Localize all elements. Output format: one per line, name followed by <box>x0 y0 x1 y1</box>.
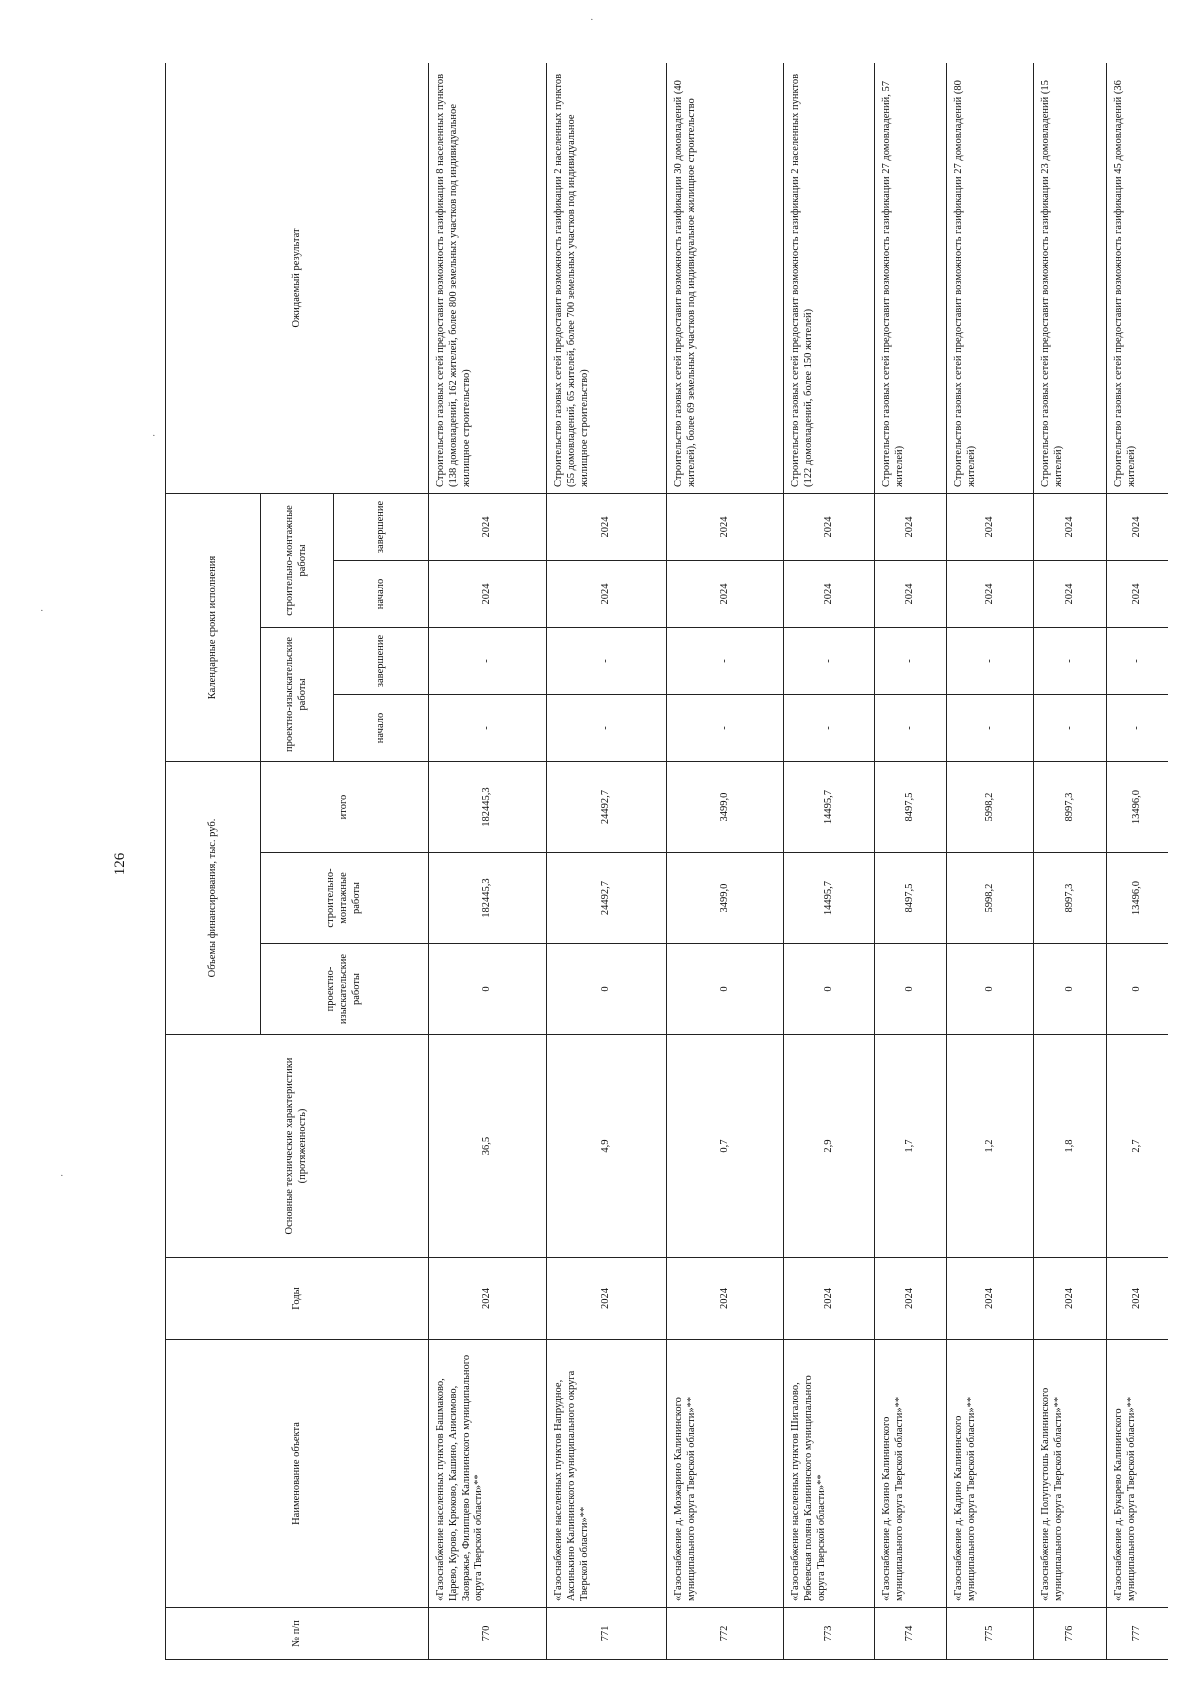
length: 2,9 <box>784 1035 875 1258</box>
length: 0,7 <box>667 1035 784 1258</box>
fin-total: 24492,7 <box>547 761 667 852</box>
length: 2,7 <box>1107 1035 1169 1258</box>
smr-end: 2024 <box>547 493 667 560</box>
length: 1,2 <box>947 1035 1034 1258</box>
smr-end: 2024 <box>784 493 875 560</box>
fin-construction: 13496,0 <box>1107 853 1169 944</box>
pir-start: - <box>875 694 947 761</box>
row-number: 776 <box>1034 1608 1107 1660</box>
year: 2024 <box>1034 1258 1107 1340</box>
header-tech-characteristics: Основные технические характеристики (протяженность) <box>166 1035 429 1258</box>
header-smr-end: завершение <box>334 493 429 560</box>
year: 2024 <box>875 1258 947 1340</box>
fin-total: 5998,2 <box>947 761 1034 852</box>
header-expected-result: Ожидаемый результат <box>166 63 429 493</box>
smr-start: 2024 <box>1107 560 1169 627</box>
fin-design-survey: 0 <box>875 944 947 1035</box>
pir-end: - <box>429 627 547 694</box>
fin-design-survey: 0 <box>429 944 547 1035</box>
header-smr-start: начало <box>334 560 429 627</box>
smr-end: 2024 <box>429 493 547 560</box>
pir-end: - <box>784 627 875 694</box>
year: 2024 <box>784 1258 875 1340</box>
fin-construction: 3499,0 <box>667 853 784 944</box>
pir-start: - <box>429 694 547 761</box>
fin-total: 182445,3 <box>429 761 547 852</box>
expected-result: Строительство газовых сетей предоставит возможность газификации 8 населенных пунктов (138 домовладений, 162 жителей, более 800 земельных участков под индивидуальное жилищное строительство) <box>429 63 547 493</box>
length: 4,9 <box>547 1035 667 1258</box>
expected-result: Строительство газовых сетей предоставит возможность газификации 23 домовладений (15 жителей) <box>1034 63 1107 493</box>
pir-end: - <box>667 627 784 694</box>
row-number: 774 <box>875 1608 947 1660</box>
smr-end: 2024 <box>667 493 784 560</box>
header-years: Годы <box>166 1258 429 1340</box>
object-name: «Газоснабжение населенных пунктов Напрудное, Аксинькино Калининского муниципального округа Тверской области»** <box>547 1340 667 1608</box>
smr-end: 2024 <box>875 493 947 560</box>
pir-start: - <box>1034 694 1107 761</box>
object-name: «Газоснабжение населенных пунктов Башмаково, Царево, Курово, Крюково, Кашино, Анисимово, Заовражье, Филипцево Калининского муниципального округа Тверской области»** <box>429 1340 547 1608</box>
scan-speck: · <box>60 1170 64 1182</box>
object-name: «Газоснабжение д. Мозжарино Калининского муниципального округа Тверской области»** <box>667 1340 784 1608</box>
smr-start: 2024 <box>784 560 875 627</box>
page-number: 126 <box>112 852 128 876</box>
rotated-table-sheet <box>165 63 1168 1660</box>
table-row <box>667 63 784 1660</box>
object-name: «Газоснабжение д. Кадино Калининского муниципального округа Тверской области»** <box>947 1340 1034 1608</box>
object-name: «Газоснабжение населенных пунктов Шигалово, Рябеевская поляна Калининского муниципального округа Тверской области»** <box>784 1340 875 1608</box>
scan-speck: · <box>40 605 44 617</box>
fin-construction: 14495,7 <box>784 853 875 944</box>
scan-speck: · <box>152 430 156 442</box>
pir-start: - <box>947 694 1034 761</box>
fin-total: 13496,0 <box>1107 761 1169 852</box>
fin-construction: 8497,5 <box>875 853 947 944</box>
smr-end: 2024 <box>1034 493 1107 560</box>
fin-design-survey: 0 <box>1034 944 1107 1035</box>
fin-total: 8497,5 <box>875 761 947 852</box>
expected-result: Строительство газовых сетей предоставит возможность газификации 45 домовладений (36 жителей) <box>1107 63 1169 493</box>
scan-speck: · <box>590 14 594 26</box>
object-name: «Газоснабжение д. Букарево Калининского муниципального округа Тверской области»** <box>1107 1340 1169 1608</box>
table-row <box>1034 63 1107 1660</box>
object-name: «Газоснабжение д. Полупустошь Калининского муниципального округа Тверской области»** <box>1034 1340 1107 1608</box>
pir-start: - <box>1107 694 1169 761</box>
row-number: 771 <box>547 1608 667 1660</box>
fin-design-survey: 0 <box>547 944 667 1035</box>
expected-result: Строительство газовых сетей предоставит возможность газификации 2 населенных пунктов (55 домовладений, 65 жителей, более 700 земельных участков под индивидуальное жилищное строительство) <box>547 63 667 493</box>
pir-end: - <box>1034 627 1107 694</box>
row-number: 773 <box>784 1608 875 1660</box>
expected-result: Строительство газовых сетей предоставит возможность газификации 27 домовладений, 57 жителей) <box>875 63 947 493</box>
smr-start: 2024 <box>875 560 947 627</box>
pir-end: - <box>875 627 947 694</box>
row-number: 775 <box>947 1608 1034 1660</box>
fin-design-survey: 0 <box>667 944 784 1035</box>
header-cal-design-survey: проектно-изыскательские работы <box>261 627 334 761</box>
header-fin-construction: строительно-монтажные работы <box>261 853 429 944</box>
header-number: № п/п <box>166 1608 429 1660</box>
smr-end: 2024 <box>1107 493 1169 560</box>
year: 2024 <box>667 1258 784 1340</box>
table-row <box>784 63 875 1660</box>
year: 2024 <box>1107 1258 1169 1340</box>
smr-end: 2024 <box>947 493 1034 560</box>
fin-design-survey: 0 <box>1107 944 1169 1035</box>
row-number: 772 <box>667 1608 784 1660</box>
table-row <box>947 63 1034 1660</box>
year: 2024 <box>947 1258 1034 1340</box>
pir-end: - <box>547 627 667 694</box>
gasification-table <box>165 63 1168 1660</box>
header-object-name: Наименование объекта <box>166 1340 429 1608</box>
fin-construction: 24492,7 <box>547 853 667 944</box>
table-row <box>875 63 947 1660</box>
table-row <box>547 63 667 1660</box>
smr-start: 2024 <box>429 560 547 627</box>
fin-design-survey: 0 <box>947 944 1034 1035</box>
fin-total: 14495,7 <box>784 761 875 852</box>
fin-total: 3499,0 <box>667 761 784 852</box>
fin-construction: 182445,3 <box>429 853 547 944</box>
smr-start: 2024 <box>547 560 667 627</box>
pir-start: - <box>547 694 667 761</box>
row-number: 770 <box>429 1608 547 1660</box>
fin-construction: 8997,3 <box>1034 853 1107 944</box>
expected-result: Строительство газовых сетей предоставит возможность газификации 30 домовладений (40 жителей), более 69 земельных участков под индивидуальное жилищное строительство <box>667 63 784 493</box>
header-calendar-terms: Календарные сроки исполнения <box>166 493 261 761</box>
length: 1,7 <box>875 1035 947 1258</box>
header-pir-end: завершение <box>334 627 429 694</box>
year: 2024 <box>547 1258 667 1340</box>
pir-end: - <box>1107 627 1169 694</box>
header-financing: Объемы финансирования, тыс. руб. <box>166 761 261 1034</box>
table-row <box>429 63 547 1660</box>
row-number: 777 <box>1107 1608 1169 1660</box>
header-pir-start: начало <box>334 694 429 761</box>
length: 36,5 <box>429 1035 547 1258</box>
pir-start: - <box>784 694 875 761</box>
table-row <box>1107 63 1169 1660</box>
header-fin-design-survey: проектно-изыскательские работы <box>261 944 429 1035</box>
smr-start: 2024 <box>1034 560 1107 627</box>
header-fin-total: итого <box>261 761 429 852</box>
header-cal-construction: строительно-монтажные работы <box>261 493 334 627</box>
table-rotation-wrapper <box>165 63 1168 1660</box>
smr-start: 2024 <box>667 560 784 627</box>
pir-start: - <box>667 694 784 761</box>
fin-construction: 5998,2 <box>947 853 1034 944</box>
expected-result: Строительство газовых сетей предоставит возможность газификации 27 домовладений (80 жителей) <box>947 63 1034 493</box>
pir-end: - <box>947 627 1034 694</box>
smr-start: 2024 <box>947 560 1034 627</box>
year: 2024 <box>429 1258 547 1340</box>
object-name: «Газоснабжение д. Козино Калининского муниципального округа Тверской области»** <box>875 1340 947 1608</box>
expected-result: Строительство газовых сетей предоставит возможность газификации 2 населенных пунктов (122 домовладений, более 150 жителей) <box>784 63 875 493</box>
length: 1,8 <box>1034 1035 1107 1258</box>
fin-design-survey: 0 <box>784 944 875 1035</box>
fin-total: 8997,3 <box>1034 761 1107 852</box>
